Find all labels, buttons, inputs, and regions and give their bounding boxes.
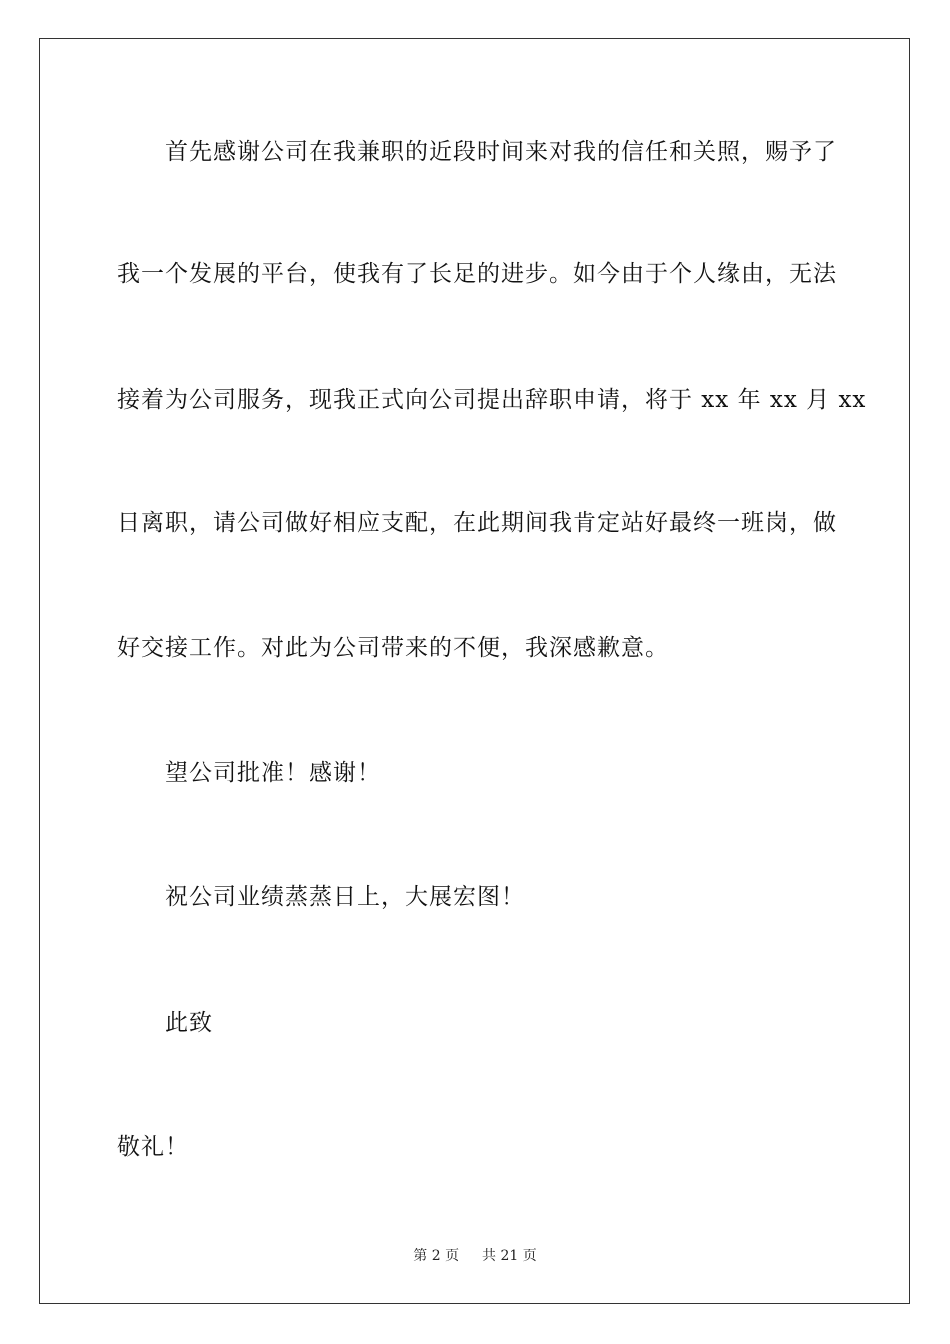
page-number: 第 2 页 bbox=[413, 1248, 460, 1264]
paragraph-line-4: 日离职，请公司做好相应支配，在此期间我肯定站好最终一班岗，做 bbox=[117, 510, 837, 536]
paragraph-line-3: 接着为公司服务，现我正式向公司提出辞职申请，将于 xx 年 xx 月 xx bbox=[117, 387, 867, 413]
closing-regards: 敬礼！ bbox=[117, 1134, 189, 1160]
well-wishes-line: 祝公司业绩蒸蒸日上，大展宏图！ bbox=[165, 884, 525, 910]
paragraph-line-5: 好交接工作。对此为公司带来的不便，我深感歉意。 bbox=[117, 635, 669, 661]
paragraph-line-1: 首先感谢公司在我兼职的近段时间来对我的信任和关照，赐予了 bbox=[165, 139, 837, 165]
request-approval-line: 望公司批准！感谢！ bbox=[165, 760, 381, 786]
paragraph-line-2: 我一个发展的平台，使我有了长足的进步。如今由于个人缘由，无法 bbox=[117, 261, 837, 287]
closing-salutation: 此致 bbox=[165, 1010, 213, 1036]
page-total: 共 21 页 bbox=[482, 1248, 537, 1264]
page-border bbox=[39, 38, 910, 1304]
page-footer bbox=[0, 1247, 950, 1265]
